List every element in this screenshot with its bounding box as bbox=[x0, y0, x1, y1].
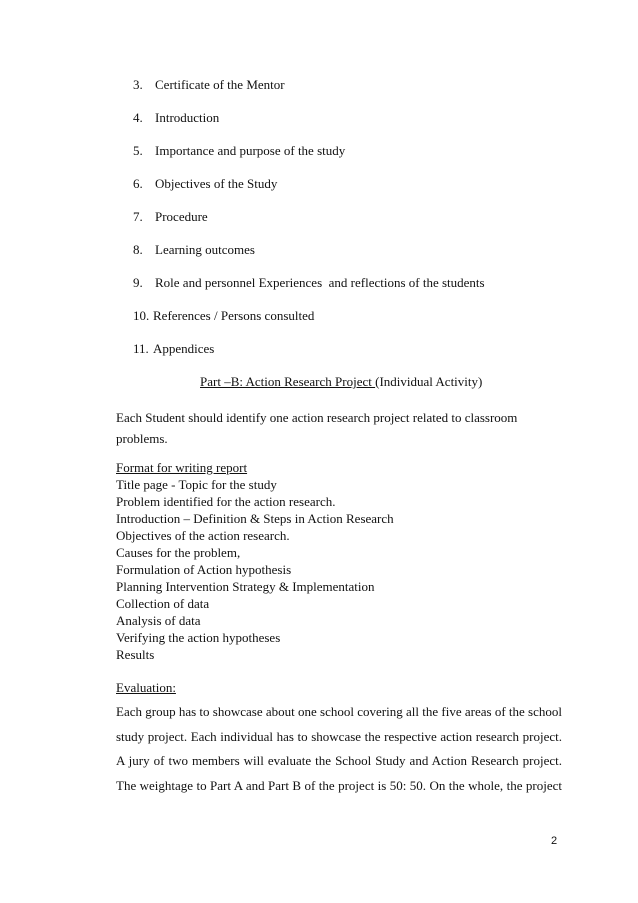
list-item-text: Importance and purpose of the study bbox=[155, 143, 346, 158]
list-item-text: Learning outcomes bbox=[155, 242, 255, 257]
evaluation-paragraph bbox=[116, 700, 562, 798]
list-item bbox=[133, 208, 485, 241]
evaluation-line: A jury of two members will evaluate the School Study and Action Research project. bbox=[116, 753, 562, 768]
list-item-text: Role and personnel Experiences and reflections of the students bbox=[155, 275, 485, 290]
format-item: Planning Intervention Strategy & Implementation bbox=[116, 579, 375, 594]
list-item bbox=[133, 76, 485, 109]
part-b-heading bbox=[200, 373, 482, 391]
list-item bbox=[133, 274, 485, 307]
format-item: Causes for the problem, bbox=[116, 545, 241, 560]
format-title: Format for writing report bbox=[116, 460, 248, 475]
format-item: Analysis of data bbox=[116, 613, 201, 628]
evaluation-line: Each group has to showcase about one school covering all the five areas of the school bbox=[116, 704, 562, 719]
list-item bbox=[133, 307, 485, 340]
page-number: 2 bbox=[551, 835, 558, 847]
list-item-text: Appendices bbox=[153, 341, 215, 356]
format-item: Objectives of the action research. bbox=[116, 528, 290, 543]
list-item-text: Certificate of the Mentor bbox=[155, 77, 285, 92]
format-item: Problem identified for the action research. bbox=[116, 494, 336, 509]
format-item: Results bbox=[116, 647, 155, 662]
part-b-note: (Individual Activity) bbox=[375, 374, 483, 389]
list-item-number: 4. bbox=[133, 110, 143, 125]
format-item: Collection of data bbox=[116, 596, 210, 611]
list-item-number: 9. bbox=[133, 275, 143, 290]
list-item-text: Procedure bbox=[155, 209, 208, 224]
evaluation-line: The weightage to Part A and Part B of the project is 50: 50. On the whole, the project bbox=[116, 777, 562, 793]
list-item-number: 5. bbox=[133, 143, 143, 158]
list-item-text: Introduction bbox=[155, 110, 220, 125]
list-item-number: 8. bbox=[133, 242, 143, 257]
report-format-section bbox=[116, 459, 394, 663]
list-item-text: Objectives of the Study bbox=[155, 176, 278, 191]
evaluation-line: study project. Each individual has to showcase the respective action research project. bbox=[116, 728, 562, 744]
report-contents-list bbox=[133, 76, 485, 373]
format-item: Title page - Topic for the study bbox=[116, 477, 277, 492]
part-b-title: Part –B: Action Research Project bbox=[200, 374, 376, 389]
list-item-text: References / Persons consulted bbox=[153, 308, 315, 323]
format-item: Verifying the action hypotheses bbox=[116, 630, 281, 645]
evaluation-title: Evaluation: bbox=[116, 680, 176, 695]
list-item bbox=[133, 175, 485, 208]
list-item-number: 11. bbox=[133, 341, 149, 356]
list-item bbox=[133, 109, 485, 142]
list-item bbox=[133, 340, 485, 373]
list-item-number: 6. bbox=[133, 176, 143, 191]
list-item-number: 3. bbox=[133, 77, 143, 92]
list-item-number: 7. bbox=[133, 209, 143, 224]
list-item bbox=[133, 142, 485, 175]
list-item-number: 10. bbox=[133, 308, 150, 323]
list-item bbox=[133, 241, 485, 274]
part-b-paragraph: Each Student should identify one action research project related to classroom problems. bbox=[116, 410, 518, 446]
format-item: Formulation of Action hypothesis bbox=[116, 562, 292, 577]
format-item: Introduction – Definition & Steps in Action Research bbox=[116, 511, 394, 526]
